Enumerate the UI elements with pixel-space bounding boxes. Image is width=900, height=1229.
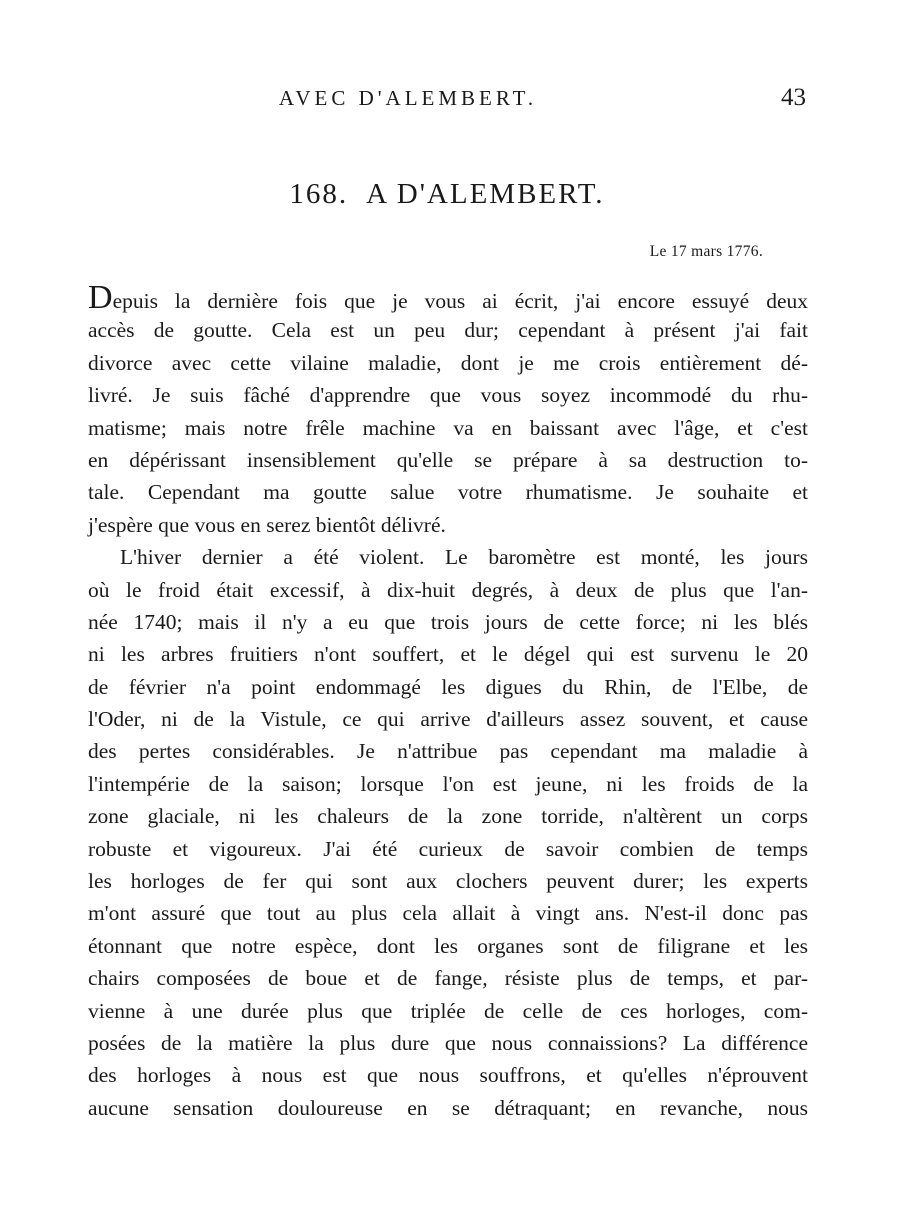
text-line: m'ont assuré que tout au plus cela allait à vingt ans. N'est-il donc pas	[88, 901, 808, 926]
text-line: L'hiver dernier a été violent. Le baromètre est monté, les jours	[120, 545, 808, 570]
text-line: l'intempérie de la saison; lorsque l'on est jeune, ni les froids de la	[88, 771, 808, 796]
paragraph-1	[88, 279, 808, 541]
running-header	[88, 84, 806, 114]
text-line: des horloges à nous est que nous souffrons, et qu'elles n'éprouvent	[88, 1063, 808, 1088]
text-line: aucune sensation douloureuse en se détraquant; en revanche, nous	[88, 1095, 808, 1120]
letter-date: Le 17 mars 1776.	[649, 243, 763, 260]
text-line: Depuis la dernière fois que je vous ai écrit, j'ai encore essuyé deux	[88, 279, 808, 316]
text-line: l'Oder, ni de la Vistule, ce qui arrive d'ailleurs assez souvent, et cause	[88, 707, 808, 732]
text-line: étonnant que notre espèce, dont les organes sont de filigrane et les	[88, 933, 808, 958]
letter-number: 168.	[289, 178, 349, 210]
text-line: de février n'a point endommagé les digues du Rhin, de l'Elbe, de	[88, 674, 808, 699]
drop-cap: D	[88, 279, 113, 316]
letter-body	[88, 279, 808, 1124]
text-line: les horloges de fer qui sont aux clochers peuvent durer; les experts	[88, 869, 808, 894]
text-line: accès de goutte. Cela est un peu dur; cependant à présent j'ai fait	[88, 318, 808, 343]
text-line: des pertes considérables. Je n'attribue pas cependant ma maladie à	[88, 739, 808, 764]
text-line: ni les arbres fruitiers n'ont souffert, et le dégel qui est survenu le 20	[88, 642, 808, 667]
text-line: chairs composées de boue et de fange, résiste plus de temps, et par-	[88, 966, 808, 991]
text-line: où le froid était excessif, à dix-huit degrés, à deux de plus que l'an-	[88, 577, 808, 602]
page-number: 43	[781, 84, 806, 111]
text-line: divorce avec cette vilaine maladie, dont je me crois entièrement dé-	[88, 350, 808, 375]
text-line: livré. Je suis fâché d'apprendre que vous soyez incommodé du rhu-	[88, 383, 808, 408]
text-line: vienne à une durée plus que triplée de celle de ces horloges, com-	[88, 998, 808, 1023]
text-line: en dépérissant insensiblement qu'elle se prépare à sa destruction to-	[88, 447, 808, 472]
letter-heading	[88, 178, 806, 211]
text-line: zone glaciale, ni les chaleurs de la zone torride, n'altèrent un corps	[88, 804, 808, 829]
text-line: matisme; mais notre frêle machine va en baissant avec l'âge, et c'est	[88, 415, 808, 440]
letter-title: A D'ALEMBERT.	[366, 178, 605, 210]
text-line: tale. Cependant ma goutte salue votre rhumatisme. Je souhaite et	[88, 480, 808, 505]
text-line: j'espère que vous en serez bientôt délivré.	[88, 512, 446, 537]
text-line: née 1740; mais il n'y a eu que trois jours de cette force; ni les blés	[88, 609, 808, 634]
text-line: posées de la matière la plus dure que nous connaissions? La différence	[88, 1030, 808, 1055]
text-line: robuste et vigoureux. J'ai été curieux de savoir combien de temps	[88, 836, 808, 861]
running-title: AVEC D'ALEMBERT.	[278, 86, 538, 110]
paragraph-2	[88, 541, 808, 1124]
